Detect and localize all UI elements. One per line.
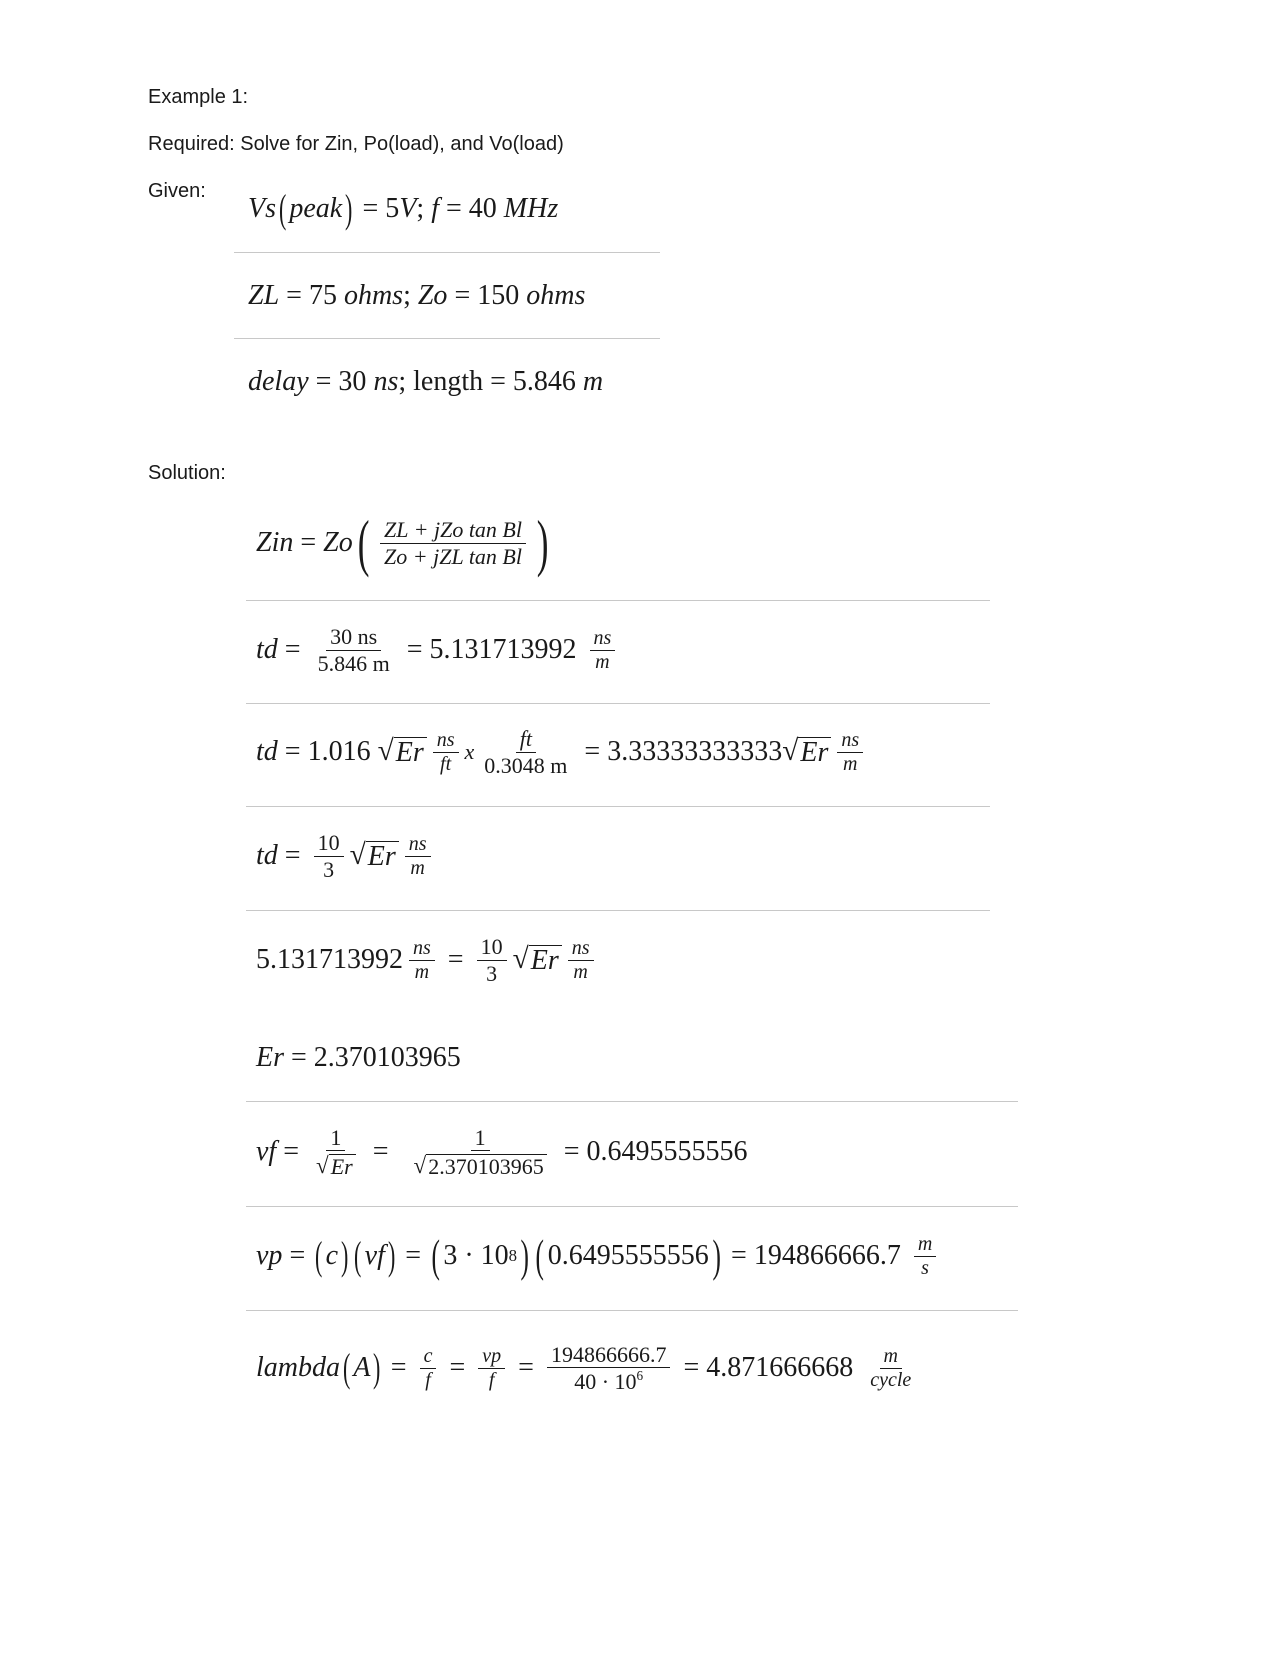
sqrt-er: √ Er: [350, 841, 399, 871]
er-symbol: Er: [394, 737, 427, 767]
fraction-numerator: 1: [326, 1126, 345, 1151]
fraction-denominator: f: [488, 1368, 495, 1391]
equals: =: [398, 1240, 428, 1271]
er-value: = 2.370103965: [284, 1042, 461, 1073]
er-symbol: Er: [798, 737, 831, 767]
ns-per-ft: [433, 730, 459, 775]
equals: =: [282, 1240, 313, 1271]
divider: [234, 338, 660, 339]
td1-result: = 5.131713992: [399, 634, 584, 665]
separator: ;: [398, 366, 414, 397]
equals: =: [277, 840, 308, 871]
unit-denominator: s: [921, 1256, 929, 1279]
lambda-fraction: [547, 1343, 671, 1393]
er-symbol: Er: [256, 1042, 284, 1073]
vp-over-f: [478, 1346, 505, 1391]
sqrt-er-value: √ 2.370103965: [414, 1154, 547, 1178]
er-symbol: Er: [529, 945, 562, 975]
times-x: x: [464, 739, 475, 764]
c-over-f: [420, 1346, 437, 1391]
vp-symbol: vp: [256, 1240, 283, 1271]
unit-numerator: ns: [409, 938, 435, 961]
divider: [246, 1101, 1018, 1102]
unit-denominator: m: [595, 650, 610, 673]
vf-equation: [256, 1120, 747, 1184]
ten-thirds: [314, 831, 344, 880]
denominator-base: 40 · 10: [574, 1369, 637, 1395]
equals: =: [365, 1136, 396, 1167]
solution-label: Solution:: [148, 462, 226, 484]
td1-numerator: 30 ns: [326, 625, 381, 650]
unit-numerator: ns: [568, 938, 594, 961]
fraction-denominator: [570, 1368, 647, 1393]
unit-numerator: ns: [837, 730, 863, 753]
lambda-equation: lambda ( A ) = $\frac{c}{f}$ = $\frac{vp}{f}$ = $\frac{194866666.7}{40 \cdot 10^6}$ = 4.871666668 $\frac{m}{\text{cycle}}$: [256, 1332, 921, 1404]
zl-symbol: ZL: [248, 280, 280, 311]
td-symbol: td: [256, 736, 278, 767]
unit-numerator: ns: [405, 834, 431, 857]
vf-fraction-2: [410, 1126, 551, 1178]
vp-equation: vp = ( c ) ( vf ) = ( 3 · 10 8 ) ( 0.6495555556 ) = 194866666.7 $\frac{m}{s}$: [256, 1226, 942, 1286]
equals: =: [442, 1352, 473, 1383]
unit-denominator: m: [843, 752, 858, 775]
eq4-unit: [409, 938, 435, 983]
a-symbol: A: [353, 1352, 371, 1383]
length-unit: m: [582, 366, 604, 397]
vf-fraction-1: [312, 1126, 360, 1178]
unit-denominator: m: [573, 960, 588, 983]
unit-numerator: m: [914, 1234, 936, 1257]
divider: [246, 806, 990, 807]
speed-of-light: 3 · 10: [443, 1240, 509, 1271]
example-heading: Example 1:: [148, 86, 249, 108]
fraction-numerator: 10: [477, 935, 507, 960]
td-equation-1: [256, 618, 621, 682]
delay-value: = 30: [308, 366, 374, 397]
fraction-denominator: 3: [486, 960, 498, 986]
given-equation-3: [248, 360, 603, 404]
eq4-unit-2: [568, 938, 594, 983]
equals: =: [276, 1136, 307, 1167]
fraction-numerator: vp: [478, 1346, 505, 1369]
zin-numerator: ZL + jZo tan Bl: [380, 518, 526, 543]
equals: =: [511, 1352, 541, 1383]
zo-symbol: Zo: [417, 280, 448, 311]
zo-symbol: Zo: [323, 527, 353, 558]
required-text: Required: Solve for Zin, Po(load), and Vo(load): [148, 133, 564, 155]
divider: [246, 703, 990, 704]
vf-symbol: vf: [256, 1136, 277, 1167]
lambda-unit: [866, 1346, 915, 1391]
f-value: = 40: [438, 193, 504, 224]
vf-result: = 0.6495555556: [556, 1136, 748, 1167]
sqrt-er: √ Er: [513, 945, 562, 975]
vp-unit: [914, 1234, 936, 1279]
td-equation-3: [256, 824, 437, 888]
fraction-numerator: 10: [314, 831, 344, 856]
unit-numerator: ns: [590, 628, 616, 651]
exponent: 6: [636, 1367, 644, 1383]
given-equation-2: [248, 274, 585, 318]
delay-symbol: delay: [248, 366, 309, 397]
er-result: [256, 1036, 461, 1080]
vs-symbol: Vs: [248, 193, 276, 224]
sqrt-er: √ Er: [316, 1154, 356, 1178]
length-value: length = 5.846: [413, 366, 583, 397]
td2-result: = 3.33333333333: [577, 736, 783, 767]
zin-fraction: [380, 518, 526, 567]
td-symbol: td: [256, 840, 278, 871]
divider: [246, 600, 990, 601]
fraction-numerator: 1: [471, 1126, 490, 1151]
given-label: Given:: [148, 180, 206, 202]
lambda-symbol: lambda: [256, 1352, 340, 1383]
td-equation-2: [256, 720, 869, 784]
fraction-denominator: 0.3048 m: [484, 752, 568, 778]
sqrt-er: √ Er: [378, 737, 427, 767]
unit-denominator: cycle: [870, 1368, 912, 1391]
equals: =: [383, 1352, 414, 1383]
zin-symbol: Zin: [256, 527, 294, 558]
c-symbol: c: [325, 1240, 338, 1271]
divider: [246, 1206, 1018, 1207]
f-unit: MHz: [503, 193, 559, 224]
ft-per-m: [480, 727, 571, 776]
unit-denominator: ft: [440, 752, 452, 775]
vp-result: = 194866666.7: [724, 1240, 908, 1271]
td-symbol: td: [256, 634, 278, 665]
vf-value: 0.6495555556: [547, 1240, 709, 1271]
unit-denominator: m: [410, 856, 425, 879]
zl-unit: ohms: [343, 280, 404, 311]
divider: [246, 910, 990, 911]
lambda-result: = 4.871666668: [676, 1352, 861, 1383]
er-symbol: Er: [329, 1154, 356, 1178]
unit-numerator: ns: [433, 730, 459, 753]
given-equation-1: Vs ( peak ) = 5 V ; f = 40 MHz: [248, 186, 559, 231]
separator: ;: [416, 193, 432, 224]
zl-value: = 75: [279, 280, 344, 311]
zo-value: = 150: [447, 280, 527, 311]
vf-symbol: vf: [364, 1240, 385, 1271]
equals: =: [293, 527, 324, 558]
fraction-numerator: 194866666.7: [547, 1343, 671, 1368]
divider: [246, 1310, 1018, 1311]
equals: =: [440, 944, 471, 975]
fraction-numerator: ft: [516, 727, 536, 752]
equals: =: [277, 634, 308, 665]
zo-unit: ohms: [526, 280, 586, 311]
zin-denominator: Zo + jZL tan Bl: [384, 543, 522, 569]
exponent: 8: [508, 1246, 518, 1265]
peak-symbol: peak: [289, 193, 343, 224]
er-symbol: Er: [366, 841, 399, 871]
sqrt-er: √ Er: [782, 737, 831, 767]
fraction-denominator: 3: [323, 856, 335, 882]
er-solve-equation: [256, 928, 600, 992]
f-symbol: f: [431, 193, 439, 224]
vs-value: = 5: [355, 193, 400, 224]
fraction-numerator: c: [420, 1346, 437, 1369]
td1-unit: [590, 628, 616, 673]
separator: ;: [403, 280, 418, 311]
delay-unit: ns: [373, 366, 399, 397]
divider: [234, 252, 660, 253]
td1-denominator: 5.846 m: [317, 650, 390, 676]
td1-fraction: [314, 625, 394, 674]
ten-thirds: [477, 935, 507, 984]
td-value: 5.131713992: [256, 944, 403, 975]
vs-unit: V: [399, 193, 417, 224]
er-value: 2.370103965: [426, 1154, 547, 1178]
unit-numerator: m: [880, 1346, 902, 1369]
unit-denominator: m: [414, 960, 430, 983]
zin-equation: Zin = Zo ( $\frac{\text{ZL + jZo tan Bl}}{\text{Zo + jZL tan Bl}}$ ): [256, 507, 549, 578]
td2-value: = 1.016: [277, 736, 378, 767]
td2-unit: [837, 730, 863, 775]
fraction-denominator: f: [425, 1368, 431, 1391]
td3-unit: [405, 834, 431, 879]
